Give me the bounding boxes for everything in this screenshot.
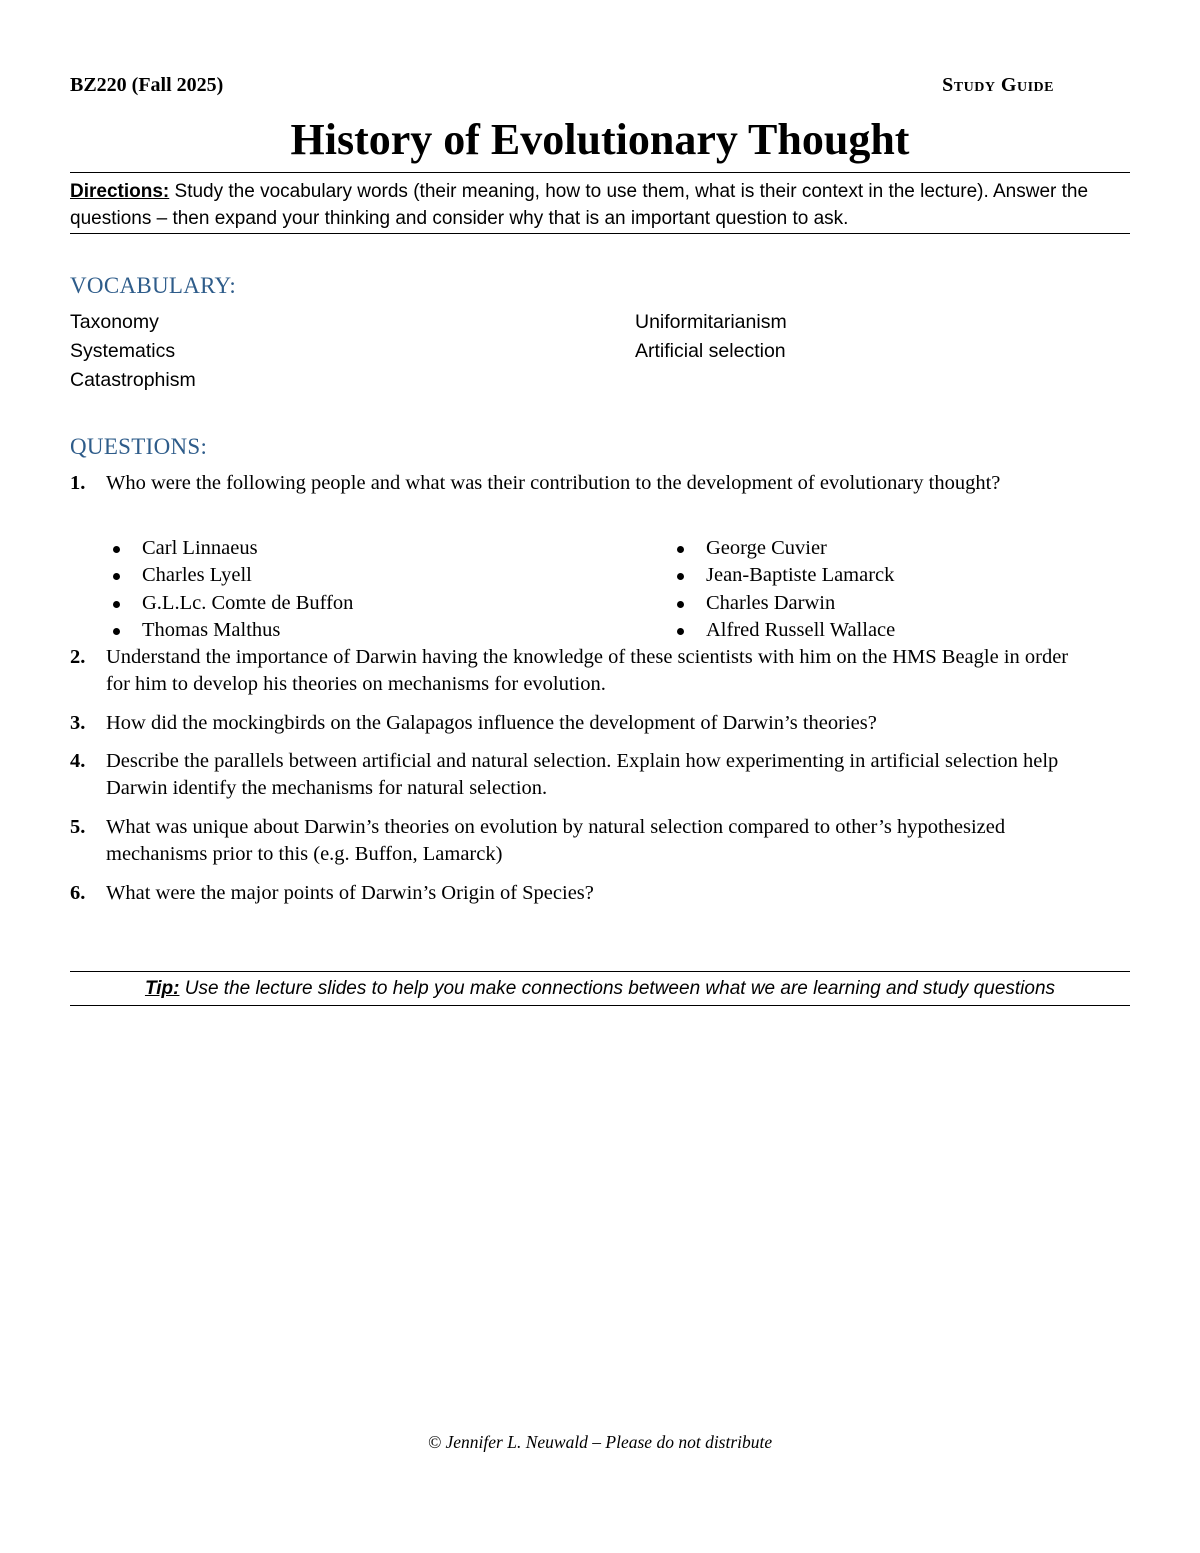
person-name: Thomas Malthus xyxy=(142,618,281,641)
person-item xyxy=(670,562,895,589)
question-text: How did the mockingbirds on the Galapagos influence the development of Darwin’s theories? xyxy=(106,712,877,734)
person-name: Alfred Russell Wallace xyxy=(706,618,896,641)
title-divider xyxy=(70,172,1130,173)
question-item xyxy=(70,644,1070,698)
course-label: BZ220 (Fall 2025) xyxy=(70,74,224,96)
question-number: 1. xyxy=(70,472,86,494)
question-item xyxy=(70,710,1070,737)
question-item xyxy=(70,470,1070,497)
bullet-icon xyxy=(113,573,120,580)
vocab-term: Artificial selection xyxy=(635,340,786,362)
person-item xyxy=(106,562,353,589)
person-name: Charles Lyell xyxy=(142,564,252,587)
tip-block xyxy=(70,978,1130,1000)
person-name: G.L.Lc. Comte de Buffon xyxy=(142,591,354,614)
question-text: What were the major points of Darwin’s Origin of Species? xyxy=(106,882,594,904)
copyright-footer: © Jennifer L. Neuwald – Please do not distribute xyxy=(427,1432,773,1452)
people-list-right xyxy=(670,535,895,644)
vocab-term: Uniformitarianism xyxy=(635,311,787,333)
directions-label: Directions: xyxy=(70,181,170,202)
person-item xyxy=(106,617,353,644)
person-name: George Cuvier xyxy=(706,537,827,559)
directions-divider xyxy=(70,233,1130,234)
question-text: Understand the importance of Darwin having the knowledge of these scientists with him on the HMS Beagle in order for him to develop his theories on mechanisms for evolution. xyxy=(106,646,1069,695)
question-text: What was unique about Darwin’s theories on evolution by natural selection compared to other’s hypothesized mechanisms prior to this (e.g. Buffon, Lamarck) xyxy=(106,816,1006,865)
vocab-term: Systematics xyxy=(70,340,176,362)
tip-label: Tip: xyxy=(144,978,180,999)
person-item xyxy=(106,535,353,562)
person-name: Carl Linnaeus xyxy=(142,537,258,559)
person-item xyxy=(670,590,895,617)
question-item xyxy=(70,748,1070,802)
bullet-icon xyxy=(677,573,684,580)
vocabulary-heading: VOCABULARY: xyxy=(70,273,237,298)
directions-text: Study the vocabulary words (their meaning, how to use them, what is their context in the lecture). Answer the questions – then expand your thinking and consider why that is an important question to ask. xyxy=(70,181,1089,229)
bullet-icon xyxy=(113,601,120,608)
question-number: 4. xyxy=(70,750,86,772)
question-text: Describe the parallels between artificial and natural selection. Explain how experimenting in artificial selection help Darwin identify the mechanisms for natural selection. xyxy=(106,750,1059,799)
bullet-icon xyxy=(113,628,120,635)
directions-block xyxy=(70,178,1130,232)
document-type: Study Guide xyxy=(942,74,1054,96)
person-item xyxy=(670,535,895,562)
question-number: 6. xyxy=(70,882,86,904)
tip-top-divider xyxy=(70,971,1130,972)
bullet-icon xyxy=(677,601,684,608)
question-number: 5. xyxy=(70,816,86,838)
bullet-icon xyxy=(677,546,684,553)
bullet-icon xyxy=(677,628,684,635)
people-list-left xyxy=(106,535,353,644)
vocab-term: Catastrophism xyxy=(70,369,196,391)
person-item xyxy=(670,617,895,644)
questions-heading: QUESTIONS: xyxy=(70,434,208,459)
vocabulary-list-right xyxy=(635,308,787,366)
vocab-term: Taxonomy xyxy=(70,311,159,333)
person-item xyxy=(106,590,353,617)
question-item xyxy=(70,814,1070,868)
question-text: Who were the following people and what was their contribution to the development of evolutionary thought? xyxy=(106,472,1001,494)
person-name: Charles Darwin xyxy=(706,591,836,614)
question-item xyxy=(70,880,1070,907)
bullet-icon xyxy=(113,546,120,553)
question-number: 2. xyxy=(70,646,86,668)
tip-text: Use the lecture slides to help you make connections between what we are learning and study questions xyxy=(184,978,1056,999)
question-number: 3. xyxy=(70,712,86,734)
tip-bottom-divider xyxy=(70,1005,1130,1006)
person-name: Jean-Baptiste Lamarck xyxy=(706,564,895,587)
vocabulary-list-left xyxy=(70,308,196,395)
page-title: History of Evolutionary Thought xyxy=(290,115,910,164)
